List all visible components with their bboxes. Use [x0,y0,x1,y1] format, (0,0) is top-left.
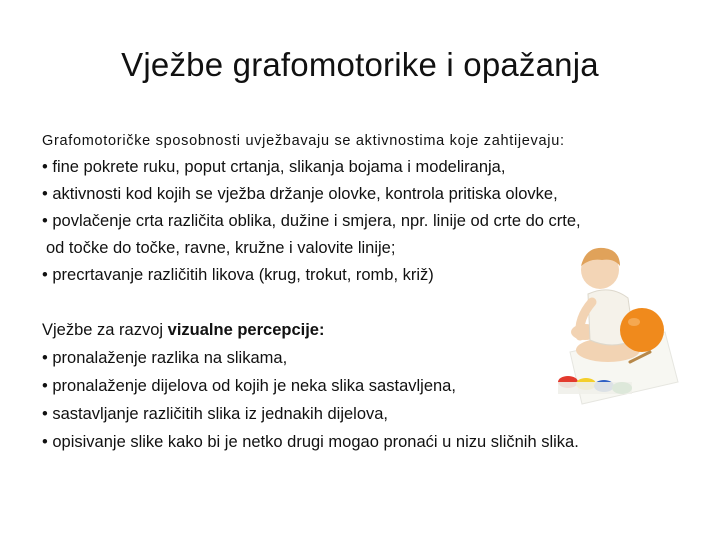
percepcija-section [42,316,579,456]
list-item-continuation: od točke do točke, ravne, kružne i valovite linije; [46,239,396,257]
grafomotorika-list [42,154,581,289]
list-item: • aktivnosti kod kojih se vježba držanje olovke, kontrola pritiska olovke, [42,185,558,203]
list-item: • povlačenje crta različita oblika, dužine i smjera, npr. linije od crte do crte, [42,212,581,230]
list-item: • sastavljanje različitih slika iz jednakih dijelova, [42,405,389,423]
percepcija-heading-prefix: Vježbe za razvoj [42,321,168,339]
ball [620,308,664,352]
intro-text: Grafomotoričke sposobnosti uvježbavaju se aktivnostima koje zahtijevaju: [42,133,565,149]
list-item: • precrtavanje različitih likova (krug, trokut, romb, križ) [42,266,434,284]
slide-title: Vježbe grafomotorike i opažanja [121,46,599,83]
list-item: • pronalaženje dijelova od kojih je neka slika sastavljena, [42,377,456,395]
child-painting-photo [530,232,680,412]
percepcija-heading [42,316,579,344]
percepcija-heading-bold: vizualne percepcije: [167,321,325,339]
list-item: • pronalaženje razlika na slikama, [42,349,288,367]
list-item: • opisivanje slike kako bi je netko drugi mogao pronaći u nizu sličnih slika. [42,433,579,451]
list-item: • fine pokrete ruku, poput crtanja, slikanja bojama i modeliranja, [42,158,506,176]
